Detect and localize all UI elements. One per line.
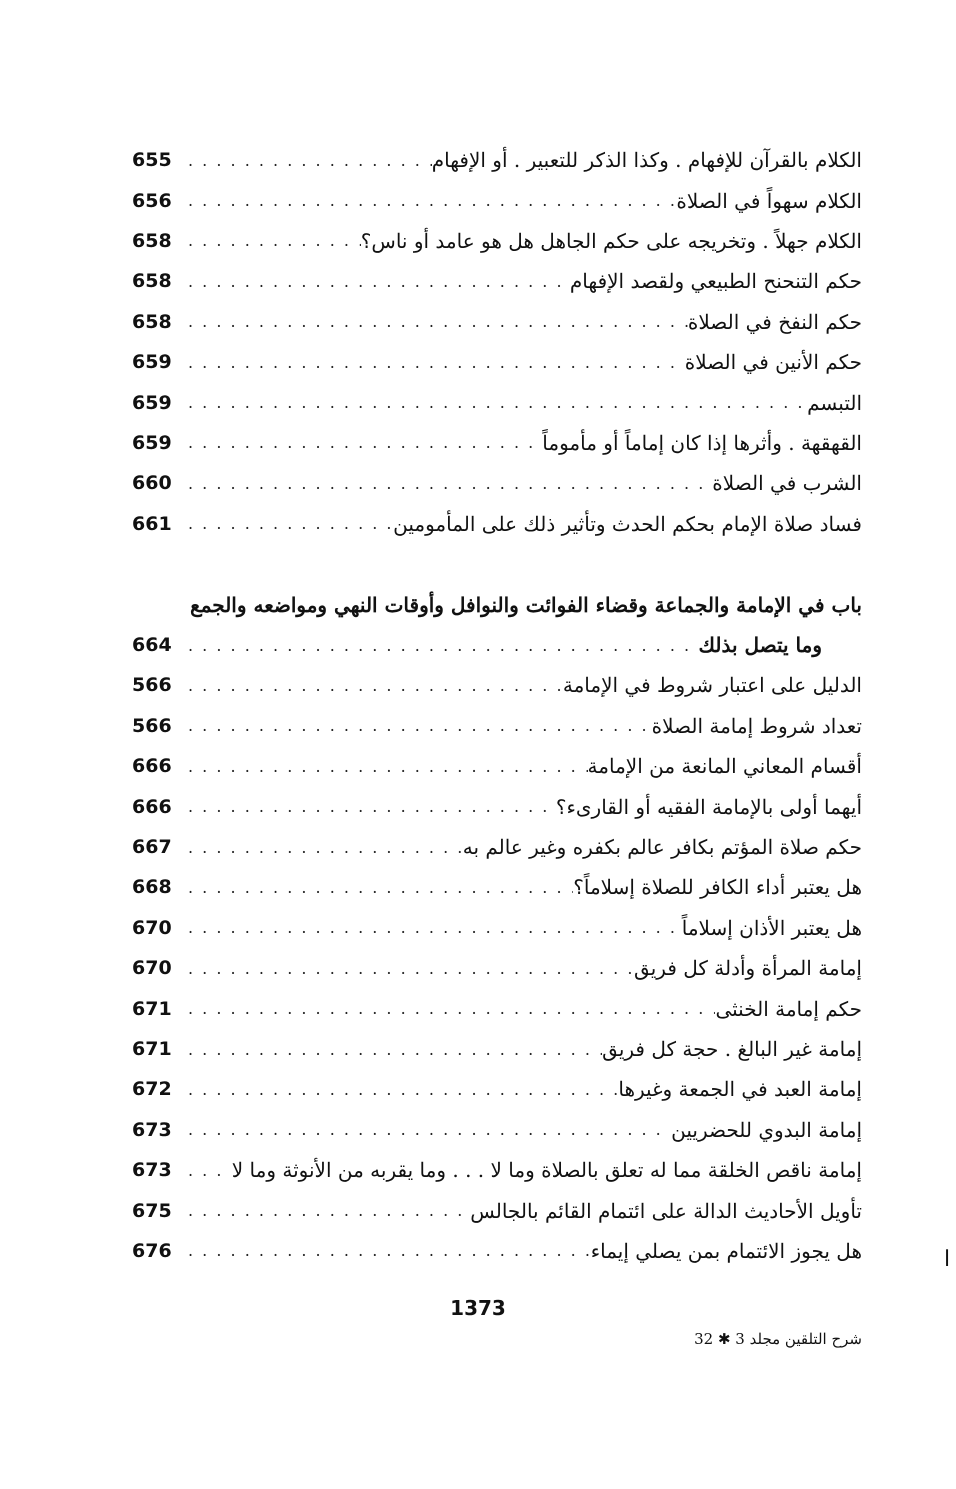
leader-dots [180,797,556,816]
leader-dots [180,393,807,412]
page-ref: 658 [132,229,172,252]
leader-dots [180,757,588,776]
entry-title: تعداد شروط إمامة الصلاة [651,713,862,738]
entry-title: الكلام بالقرآن للإفهام . وكذا الذكر للتعبير . أو الإفهام [431,148,862,173]
toc-entry [132,180,862,220]
leader-dots [180,353,685,372]
entry-title: حكم إمامة الخنثى [715,996,862,1021]
page-ref: 566 [132,714,172,737]
page-ref: 670 [132,957,172,980]
page-ref: 670 [132,916,172,939]
chapter-heading-continued: وما يتصل بذلك [698,633,822,658]
entry-title: إمامة غير البالغ . حجة كل فريق [602,1037,862,1061]
chapter-heading: باب في الإمامة والجماعة وقضاء الفوائت والنوافل وأوقات النهي ومواضعه والجمع [190,592,862,617]
toc-entry [132,786,862,826]
leader-dots [180,1080,618,1099]
toc-list-bottom [132,665,862,1271]
toc-entry [132,867,862,907]
page-ref: 659 [132,351,172,374]
page-ref: 660 [132,472,172,495]
page-ref: 664 [132,634,172,657]
entry-title: حكم النفخ في الصلاة [687,309,862,334]
toc-entry [132,423,862,463]
entry-title: القهقهة . وأثرها إذا كان إماماً أو مأموماً [542,430,862,455]
leader-dots [180,676,563,695]
page-ref: 659 [132,431,172,454]
leader-dots [180,191,676,210]
toc-entry [132,665,862,705]
leader-dots [180,231,361,250]
leader-dots [180,1201,470,1220]
page-ref: 673 [132,1159,172,1182]
toc-entry [132,463,862,503]
page-ref: 673 [132,1118,172,1141]
chapter-heading-row [132,625,862,665]
page-ref: 672 [132,1078,172,1101]
entry-title: هل يعتبر الأذان إسلاماً [681,915,862,940]
page-ref: 666 [132,795,172,818]
section-gap [132,544,862,585]
entry-title: الدليل على اعتبار شروط في الإمامة [562,673,862,698]
toc-entry [132,948,862,988]
toc-entry [132,1029,862,1069]
entry-title: إمامة البدوي للحضريين [671,1117,862,1142]
toc-entry [132,382,862,422]
leader-dots [180,151,432,170]
entry-title: الكلام سهواً في الصلاة [676,188,862,213]
page-ref: 656 [132,189,172,212]
leader-dots [180,636,699,655]
entry-title: إمامة ناقص الخلقة مما له تعلق بالصلاة وما لا . . . وما يقربه من الأنوثة وما لا [231,1158,862,1183]
leader-dots [180,312,688,331]
page-ref: 661 [132,512,172,535]
leader-dots [180,514,393,533]
page-ref: 675 [132,1199,172,1222]
margin-mark: ا [944,1247,951,1272]
entry-title: الشرب في الصلاة [712,471,862,496]
entry-title: أيهما أولى بالإمامة الفقيه أو القارىء؟ [555,794,862,819]
entry-title: حكم صلاة المؤتم بكافر عالم بكفره وغير عالم به [462,835,862,860]
entry-title: أقسام المعاني المانعة من الإمامة [587,754,862,779]
entry-title: إمامة المرأة وأدلة كل فريق [634,956,862,981]
toc-entry [132,746,862,786]
leader-dots [180,272,570,291]
toc-entry [132,261,862,301]
leader-dots [180,999,715,1018]
page-ref: 671 [132,1038,172,1060]
leader-dots [180,474,712,493]
toc-entry [132,342,862,382]
leader-dots [180,1120,671,1139]
toc-entry [132,827,862,867]
page-ref: 655 [132,149,172,172]
footer-signature: شرح التلقين مجلد 3 ✱ 32 [694,1330,862,1348]
page-ref: 671 [132,997,172,1020]
leader-dots [180,1161,232,1180]
entry-title: الكلام جهلاً . وتخريجه على حكم الجاهل هل هو عامد أو ناس؟ [360,228,862,253]
leader-dots [180,716,652,735]
leader-dots [180,1241,591,1260]
leader-dots [180,959,634,978]
toc-list-top [132,140,862,544]
leader-dots [180,878,573,897]
toc-entry [132,504,862,544]
entry-title: حكم التنحنح الطبيعي ولقصد الإفهام [569,269,862,294]
page-ref: 658 [132,310,172,333]
page-ref: 658 [132,270,172,293]
entry-title: هل يجوز الائتمام بمن يصلي إيماء [590,1238,862,1263]
toc-entry [132,1069,862,1109]
toc-entry [132,1150,862,1190]
toc-entry [132,706,862,746]
entry-title: تأويل الأحاديث الدالة على ائتمام القائم بالجالس [470,1198,862,1223]
entry-title: هل يعتبر أداء الكافر للصلاة إسلاماً؟ [573,875,862,900]
toc-entry [132,908,862,948]
toc-entry [132,1110,862,1150]
page-ref: 659 [132,391,172,414]
entry-title: إمامة العبد في الجمعة وغيرها [618,1077,862,1102]
page-number: 1373 [450,1296,506,1320]
toc-entry [132,988,862,1028]
leader-dots [180,1040,602,1059]
toc-entry [132,1190,862,1230]
entry-title: التبسم [807,390,862,415]
toc-entry [132,140,862,180]
entry-title: فساد صلاة الإمام بحكم الحدث وتأثير ذلك على المأمومين [393,511,862,536]
leader-dots [180,838,463,857]
entry-title: حكم الأنين في الصلاة [684,350,862,375]
page-ref: 666 [132,755,172,778]
table-of-contents [132,140,862,1271]
leader-dots [180,433,542,452]
page-ref: 676 [132,1239,172,1262]
page-ref: 667 [132,836,172,859]
toc-entry [132,302,862,342]
page-ref: 566 [132,674,172,697]
page-ref: 668 [132,876,172,899]
toc-entry [132,221,862,261]
leader-dots [180,918,682,937]
toc-entry [132,1231,862,1271]
